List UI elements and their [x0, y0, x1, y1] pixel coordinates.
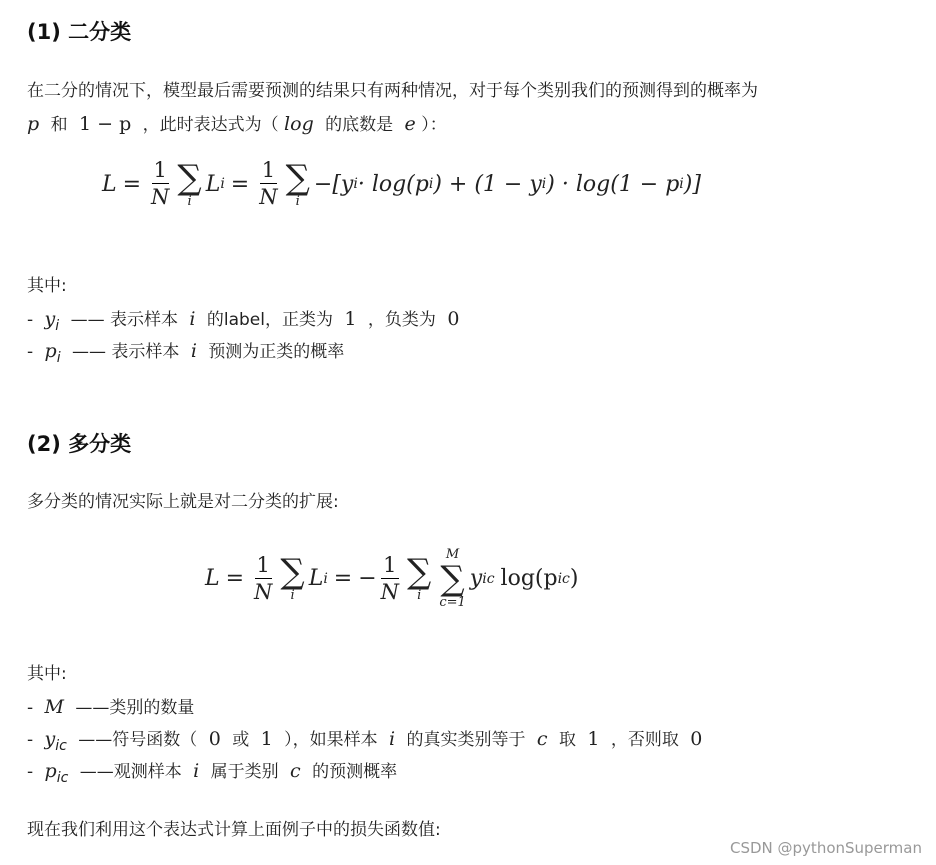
watermark: CSDN @pythonSuperman — [730, 839, 922, 857]
section2-item-M: - M ——类别的数量 — [27, 696, 195, 718]
section1-para2: p 和 1 − p ，此时表达式为（ log 的底数是 e ）： — [27, 113, 447, 135]
section1-item-yi: - $y_i$ —— 表示样本 i 的label，正类为 1 ，负类为 0 — [27, 308, 460, 334]
section2-closing: 现在我们利用这个表达式计算上面例子中的损失函数值: — [27, 820, 441, 840]
section1-para1: 在二分的情况下，模型最后需要预测的结果只有两种情况，对于每个类别我们的预测得到的概率为 — [27, 81, 758, 101]
section1-heading: (1) 二分类 — [27, 20, 132, 44]
section2-item-pic: - $p_{ic}$ ——观测样本 i 属于类别 c 的预测概率 — [27, 760, 398, 786]
section2-item-yic: - $y_{ic}$ ——符号函数（ 0 或 1 ），如果样本 i 的真实类别等于 c 取 1 ，否则取 0 — [27, 728, 703, 754]
section2-heading: (2) 多分类 — [27, 432, 132, 456]
multiclass-cross-entropy-formula: L = $\frac{1}{N}$ ∑ i L i = − $\frac{1}{N}$ ∑ i M ∑ c=1 y ic log(p ic ) — [205, 547, 579, 610]
section1-where: 其中: — [27, 276, 67, 296]
section2-where: 其中: — [27, 664, 67, 684]
binary-cross-entropy-formula: L = $\frac{1}{N}$ ∑ i L i = $\frac{1}{N}$ ∑ i −[y i · log(p i ) + (1 − y i ) · log(1 − p i )] — [102, 157, 701, 209]
section2-para: 多分类的情况实际上就是对二分类的扩展: — [27, 492, 339, 512]
section1-item-pi: - $p_i$ —— 表示样本 i 预测为正类的概率 — [27, 340, 345, 366]
